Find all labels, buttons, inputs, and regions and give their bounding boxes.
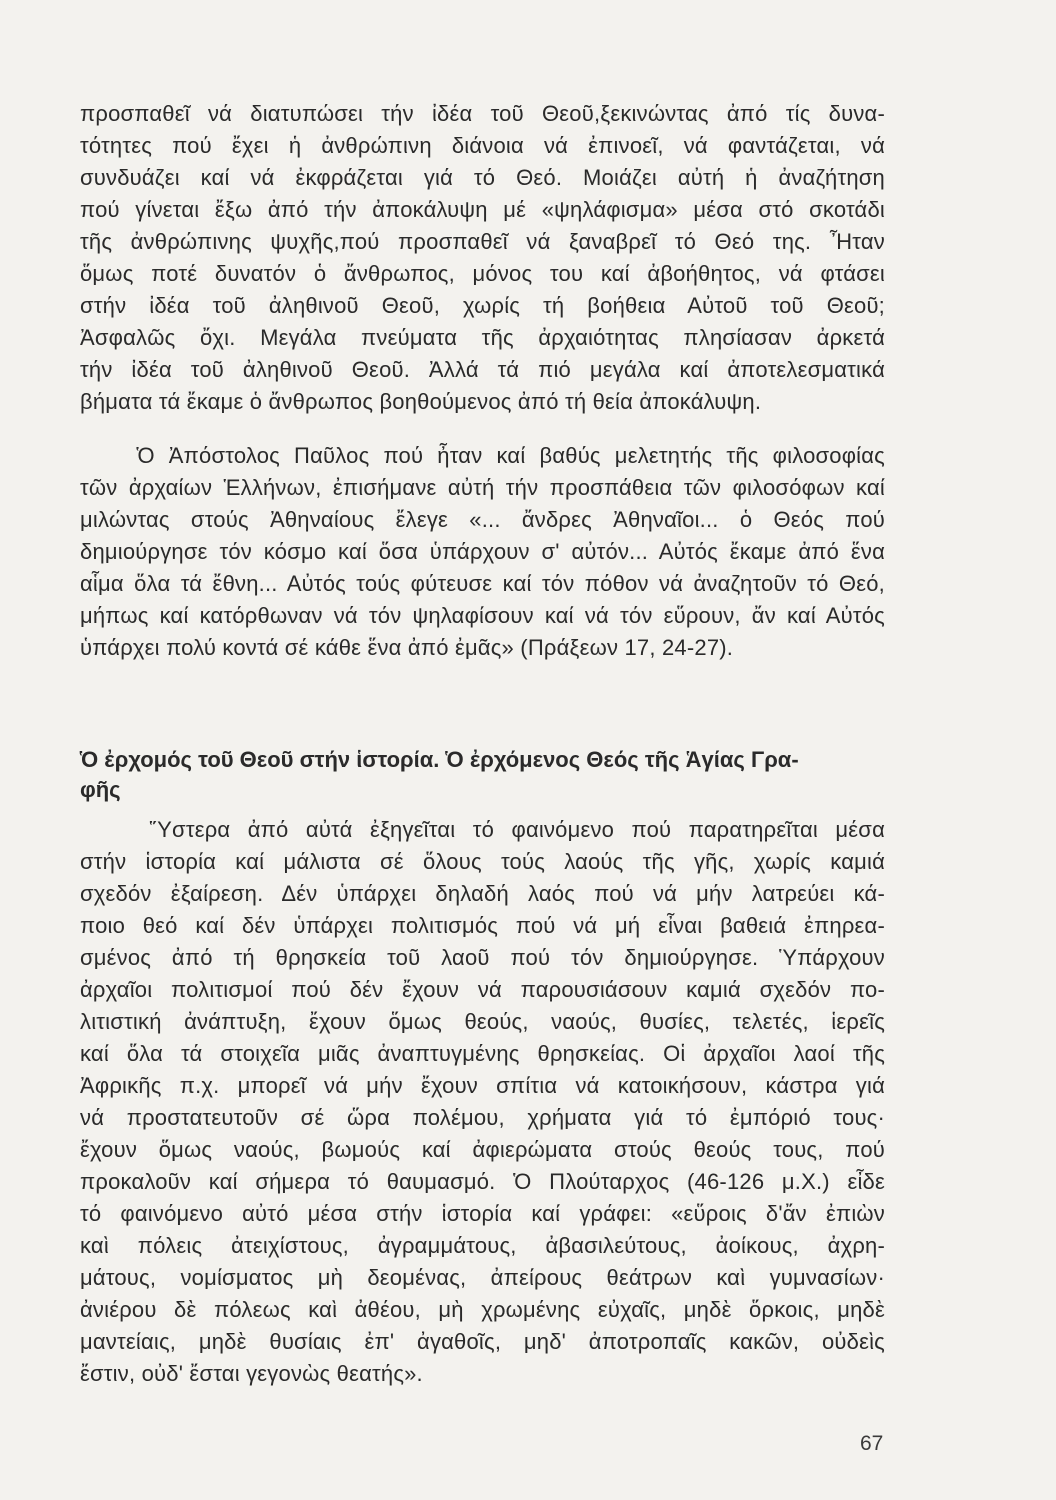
- text-line: σχεδόν ἐξαίρεση. Δέν ὑπάρχει δηλαδή λαός πού νά μήν λατρεύει κά-: [80, 881, 885, 906]
- text-line: καί ὅλα τά στοιχεῖα μιᾶς ἀναπτυγμένης θρησκείας. Οἱ ἀρχαῖοι λαοί τῆς: [80, 1041, 885, 1066]
- text-line: ἀρχαῖοι πολιτισμοί πού δέν ἔχουν νά παρουσιάσουν καμιά σχεδόν πο-: [80, 977, 885, 1002]
- text-line: τότητες πού ἔχει ἡ ἀνθρώπινη διάνοια νά ἐπινοεῖ, νά φαντάζεται, νά: [80, 133, 885, 158]
- text-line: ὅμως ποτέ δυνατόν ὁ ἄνθρωπος, μόνος του καί ἀβοήθητος, νά φτάσει: [80, 261, 885, 286]
- text-line: ὑπάρχει πολύ κοντά σέ κάθε ἕνα ἀπό ἐμᾶς» (Πράξεων 17, 24-27).: [80, 635, 734, 660]
- text-line: ποιο θεό καί δέν ὑπάρχει πολιτισμός πού νά μή εἶναι βαθειά ἐπηρεα-: [80, 913, 885, 938]
- text-line: τῆς ἀνθρώπινης ψυχῆς,πού προσπαθεῖ νά ξαναβρεῖ τό Θεό της. Ἦταν: [80, 229, 885, 254]
- text-line: Ὕστερα ἀπό αὐτά ἐξηγεῖται τό φαινόμενο πού παρατηρεῖται μέσα: [80, 817, 885, 842]
- heading-line: Ὁ ἐρχομός τοῦ Θεοῦ στήν ἱστορία. Ὁ ἐρχόμενος Θεός τῆς Ἁγίας Γρα-: [80, 747, 799, 772]
- text-line: μάτους, νομίσματος μὴ δεομένας, ἀπείρους θεάτρων καὶ γυμνασίων·: [80, 1265, 885, 1290]
- text-line: μαντείαις, μηδὲ θυσίαις ἐπ' ἀγαθοῖς, μηδ' ἀποτροπαῖς κακῶν, οὐδεὶς: [80, 1329, 885, 1354]
- text-line: ἀνιέρου δὲ πόλεως καὶ ἀθέου, μὴ χρωμένης εὐχαῖς, μηδὲ ὅρκοις, μηδὲ: [80, 1297, 885, 1322]
- section-heading: [80, 745, 885, 805]
- text-line: λιτιστική ἀνάπτυξη, ἔχουν ὅμως θεούς, ναούς, θυσίες, τελετές, ἱερεῖς: [80, 1009, 885, 1034]
- text-line: στήν ἰδέα τοῦ ἀληθινοῦ Θεοῦ, χωρίς τή βοήθεια Αὐτοῦ τοῦ Θεοῦ;: [80, 293, 885, 318]
- text-line: Ὁ Ἀπόστολος Παῦλος πού ἦταν καί βαθύς μελετητής τῆς φιλοσοφίας: [80, 443, 885, 468]
- text-line: Ἀσφαλῶς ὄχι. Μεγάλα πνεύματα τῆς ἀρχαιότητας πλησίασαν ἀρκετά: [80, 325, 885, 350]
- heading-line: φῆς: [80, 777, 121, 802]
- text-line: δημιούργησε τόν κόσμο καί ὅσα ὑπάρχουν σ' αὐτόν... Αὐτός ἔκαμε ἀπό ἕνα: [80, 539, 885, 564]
- text-line: τῶν ἀρχαίων Ἑλλήνων, ἐπισήμανε αὐτή τήν προσπάθεια τῶν φιλοσόφων καί: [80, 475, 885, 500]
- text-line: σμένος ἀπό τή θρησκεία τοῦ λαοῦ πού τόν δημιούργησε. Ὑπάρχουν: [80, 945, 885, 970]
- text-line: Ἀφρικῆς π.χ. μπορεῖ νά μήν ἔχουν σπίτια νά κατοικήσουν, κάστρα γιά: [80, 1073, 885, 1098]
- text-line: τό φαινόμενο αὐτό μέσα στήν ἱστορία καί γράφει: «εὕροις δ'ἄν ἐπιὼν: [80, 1201, 885, 1226]
- text-line: τήν ἰδέα τοῦ ἀληθινοῦ Θεοῦ. Ἀλλά τά πιό μεγάλα καί ἀποτελεσματικά: [80, 357, 885, 382]
- text-line: αἷμα ὅλα τά ἔθνη... Αὐτός τούς φύτευσε καί τόν πόθον νά ἀναζητοῦν τό Θεό,: [80, 571, 885, 596]
- text-line: μιλώντας στούς Ἀθηναίους ἔλεγε «... ἄνδρες Ἀθηναῖοι... ὁ Θεός πού: [80, 507, 885, 532]
- text-line: καὶ πόλεις ἀτειχίστους, ἀγραμμάτους, ἀβασιλεύτους, ἀοίκους, ἀχρη-: [80, 1233, 885, 1258]
- text-line: νά προστατευτοῦν σέ ὥρα πολέμου, χρήματα γιά τό ἐμπόριό τους·: [80, 1105, 885, 1130]
- paragraph-1: [80, 98, 885, 418]
- text-line: στήν ἱστορία καί μάλιστα σέ ὅλους τούς λαούς τῆς γῆς, χωρίς καμιά: [80, 849, 885, 874]
- text-line: ἔχουν ὅμως ναούς, βωμούς καί ἀφιερώματα στούς θεούς τους, πού: [80, 1137, 885, 1162]
- text-line: πού γίνεται ἔξω ἀπό τήν ἀποκάλυψη μέ «ψηλάφισμα» μέσα στό σκοτάδι: [80, 197, 885, 222]
- page-number: 67: [860, 1432, 884, 1455]
- text-line: μήπως καί κατόρθωναν νά τόν ψηλαφίσουν καί νά τόν εὕρουν, ἄν καί Αὐτός: [80, 603, 885, 628]
- text-line: βήματα τά ἔκαμε ὁ ἄνθρωπος βοηθούμενος ἀπό τή θεία ἀποκάλυψη.: [80, 389, 762, 414]
- text-line: προκαλοῦν καί σήμερα τό θαυμασμό. Ὁ Πλούταρχος (46-126 μ.Χ.) εἶδε: [80, 1169, 885, 1194]
- paragraph-2: [80, 440, 885, 664]
- text-line: ἔστιν, οὐδ' ἔσται γεγονὼς θεατής».: [80, 1361, 423, 1386]
- text-line: προσπαθεῖ νά διατυπώσει τήν ἰδέα τοῦ Θεοῦ,ξεκινώντας ἀπό τίς δυνα-: [80, 101, 885, 126]
- paragraph-3: [80, 814, 885, 1390]
- text-line: συνδυάζει καί νά ἐκφράζεται γιά τό Θεό. Μοιάζει αὐτή ἡ ἀναζήτηση: [80, 165, 885, 190]
